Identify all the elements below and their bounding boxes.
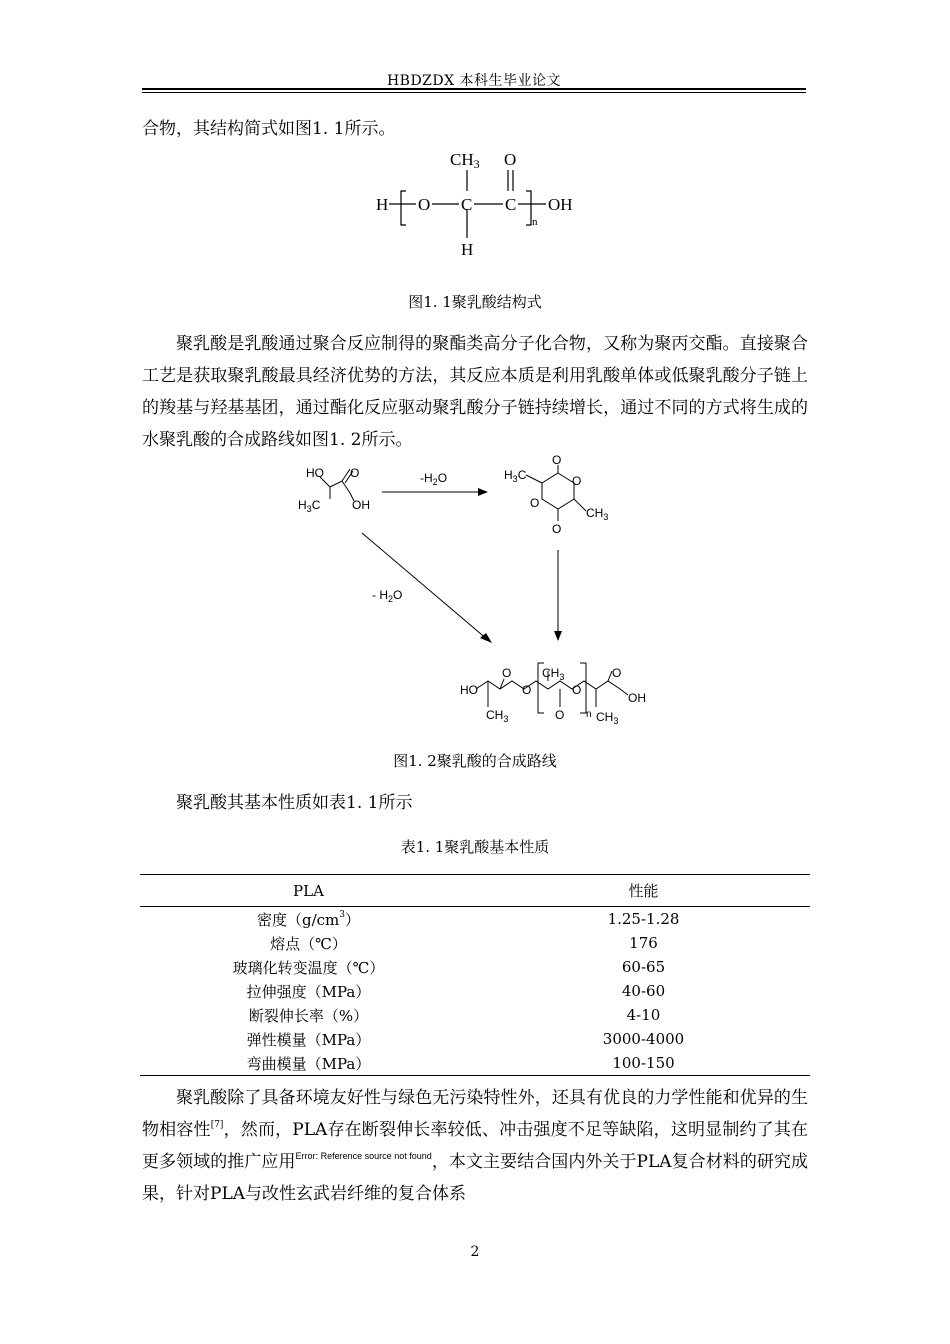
page-header: HBDZDX 本科生毕业论文	[386, 73, 562, 89]
figure-1-structure	[370, 145, 590, 265]
table-cell-value: 40-60	[621, 982, 666, 1000]
table-cell-name: 玻璃化转变温度（℃）	[232, 958, 385, 977]
fig1-ch3: CH3	[450, 150, 480, 171]
table-row	[140, 979, 810, 1003]
fig1-oh: OH	[548, 195, 573, 214]
fig1-h-bottom: H	[461, 240, 474, 259]
paragraph-3-text: 聚乳酸其基本性质如表1. 1所示	[176, 793, 413, 813]
paragraph-4-text: 聚乳酸除了具备环境友好性与绿色无污染特性外，还具有优良的力学性能和优异的生物相容性[7]，然而，PLA存在断裂伸长率较低、冲击强度不足等缺陷，这明显制约了其在更多领域的推广应用$^{Error: Reference source not found}$，本文主要结合国内外关于PLA复合材料的研究成果，针对PLA与改性玄武岩纤维的复合体系	[142, 1088, 809, 1204]
page-number: 2	[470, 1244, 480, 1260]
table-header-property: 性能	[477, 875, 810, 907]
table-cell-value: 60-65	[621, 958, 666, 976]
citation-error: Error: Reference source not found	[295, 1151, 432, 1161]
fig2-pla-o5: O	[612, 666, 622, 680]
table-cell-value: 100-150	[612, 1054, 675, 1072]
table-row	[140, 907, 810, 932]
table-row	[140, 1003, 810, 1027]
fig2-pla-o3: O	[555, 708, 565, 722]
fig1-o-mid: O	[418, 195, 431, 214]
table-row	[140, 955, 810, 979]
fig2-minus-h2o-diagonal: - $H_2O$	[372, 588, 403, 604]
table-cell-name: 拉伸强度（MPa）	[246, 982, 371, 1001]
fig2-lactide-o-ring1: O	[572, 474, 582, 488]
header-rule-thin	[142, 92, 806, 93]
figure-1-caption: 图1. 1聚乳酸结构式	[408, 293, 542, 311]
table-cell-name: 弹性模量（MPa）	[246, 1030, 371, 1049]
table-header-row	[140, 875, 810, 907]
fig1-n: n	[532, 216, 538, 228]
fig2-pla-oh: OH	[628, 691, 646, 705]
table-row	[140, 1027, 810, 1051]
fig2-lactide-ch3: $CH_3$	[586, 506, 609, 522]
fig2-pla-ch3-right: $CH_3$	[596, 710, 619, 726]
fig2-pla-o1: O	[502, 666, 512, 680]
table-caption: 表1. 1聚乳酸基本性质	[400, 838, 550, 856]
paragraph-4	[142, 1082, 808, 1210]
table-row	[140, 931, 810, 955]
fig2-pla-ch3-mid: $CH_3$	[542, 666, 565, 682]
paragraph-1-text: 合物，其结构简式如图1. 1所示。	[142, 119, 396, 139]
table-header-pla: PLA	[140, 875, 477, 907]
table-row	[140, 1051, 810, 1076]
fig2-pla-o4: O	[572, 683, 582, 697]
table-cell-value: 176	[629, 934, 658, 952]
fig1-h-left: H	[376, 195, 389, 214]
fig1-c1: C	[461, 195, 473, 214]
paragraph-3	[142, 787, 808, 819]
table-cell-name: 断裂伸长率（%）	[248, 1006, 369, 1025]
table-cell-value: 3000-4000	[602, 1030, 685, 1048]
fig2-lactic-h3c: $H_3C$	[298, 498, 321, 514]
fig2-lactic-o: O	[350, 466, 360, 480]
fig2-lactic-ho: HO	[306, 466, 324, 480]
paragraph-2-text: 聚乳酸是乳酸通过聚合反应制得的聚酯类高分子化合物，又称为聚丙交酯。直接聚合工艺是获取聚乳酸最具经济优势的方法，其反应本质是利用乳酸单体或低聚乳酸分子链上的羧基与羟基基团，通过酯化反应驱动聚乳酸分子链持续增长，通过不同的方式将生成的水聚乳酸的合成路线如图1. 2所示。	[142, 334, 808, 450]
citation-7: [7]	[210, 1120, 224, 1130]
table-cell-name: 弯曲模量（MPa）	[246, 1054, 371, 1073]
figure-2-synthesis-route	[290, 455, 660, 735]
fig2-pla-ch3-left: $CH_3$	[486, 708, 509, 724]
fig2-pla-n: n	[586, 709, 592, 720]
fig2-lactide-h3c: $H_3C$	[504, 468, 527, 484]
fig2-lactide-o-top: O	[552, 455, 562, 467]
table-cell-name: 熔点（℃）	[270, 934, 347, 953]
fig2-lactide-o-ring2: O	[530, 496, 540, 510]
fig2-pla-ho: HO	[460, 683, 478, 697]
header-rule-thick	[142, 88, 806, 90]
fig2-minus-h2o-top: $-H_2O$	[420, 471, 448, 487]
fig2-lactide-o-bottom: O	[552, 522, 562, 536]
fig1-o-top: O	[504, 150, 517, 169]
table-cell-value: 1.25-1.28	[607, 910, 680, 928]
table-cell-name: 密度$(g/cm^3)$	[256, 909, 361, 929]
fig2-pla-o2: O	[522, 683, 532, 697]
table-cell-value: 4-10	[626, 1006, 661, 1024]
paragraph-2	[142, 328, 808, 456]
figure-2-caption: 图1. 2聚乳酸的合成路线	[393, 752, 557, 770]
properties-table	[140, 874, 810, 1076]
paragraph-1	[142, 113, 808, 145]
fig2-lactic-oh: OH	[352, 498, 370, 512]
fig1-c2: C	[505, 195, 517, 214]
